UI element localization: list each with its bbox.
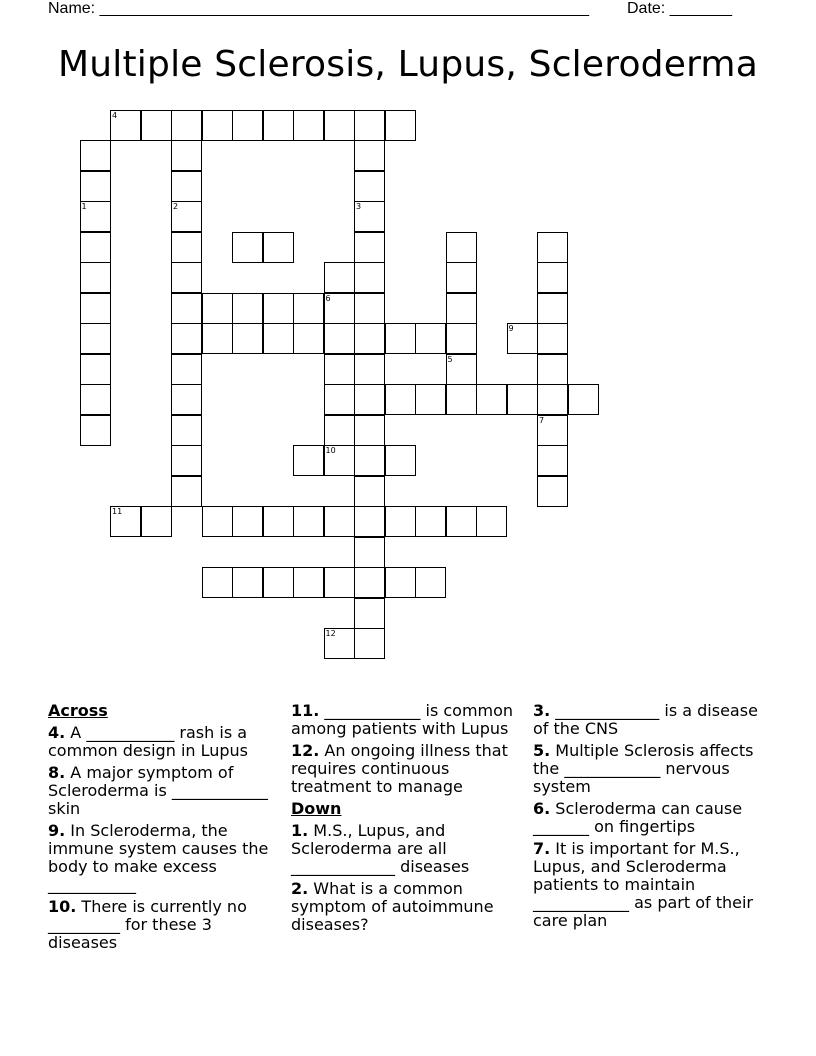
grid-cell[interactable]	[202, 567, 233, 598]
grid-cell[interactable]	[80, 354, 111, 385]
clue-item	[533, 840, 773, 930]
grid-cell[interactable]	[171, 445, 202, 476]
grid-cell[interactable]	[354, 415, 385, 446]
grid-cell[interactable]	[446, 506, 477, 537]
grid-cell[interactable]	[171, 171, 202, 202]
clue-number-label: 10.	[48, 897, 77, 916]
grid-cell[interactable]	[324, 354, 355, 385]
grid-cell[interactable]	[80, 262, 111, 293]
grid-cell[interactable]	[263, 293, 294, 324]
grid-cell[interactable]	[171, 323, 202, 354]
down-heading: Down	[291, 799, 342, 818]
clue-text: There is currently no _________ for these 3 diseases	[48, 897, 247, 952]
grid-cell[interactable]	[415, 567, 446, 598]
grid-cell[interactable]	[446, 262, 477, 293]
grid-cell[interactable]	[537, 384, 568, 415]
grid-cell[interactable]	[263, 567, 294, 598]
clue-item	[291, 822, 523, 876]
grid-cell[interactable]	[324, 567, 355, 598]
grid-cell[interactable]	[446, 354, 477, 385]
across-heading: Across	[48, 701, 108, 720]
grid-cell[interactable]	[293, 445, 324, 476]
grid-cell[interactable]	[80, 384, 111, 415]
clue-number-label: 3.	[533, 701, 551, 720]
clues-column-1	[48, 702, 278, 956]
grid-cell[interactable]	[354, 506, 385, 537]
grid-cell[interactable]	[324, 445, 355, 476]
grid-cell[interactable]	[354, 323, 385, 354]
clue-text: _____________ is a disease of the CNS	[533, 701, 758, 738]
grid-cell[interactable]	[171, 262, 202, 293]
grid-cell[interactable]	[80, 201, 111, 232]
clue-number-label: 8.	[48, 763, 66, 782]
grid-cell[interactable]	[202, 323, 233, 354]
across-clue-list	[48, 724, 278, 952]
grid-cell[interactable]	[324, 415, 355, 446]
clues-column-2	[291, 702, 523, 938]
grid-cell[interactable]	[324, 110, 355, 141]
grid-cell[interactable]	[324, 384, 355, 415]
grid-cell[interactable]	[446, 293, 477, 324]
clue-number-label: 9.	[48, 821, 66, 840]
clues-column-3	[533, 702, 773, 934]
clue-text: A major symptom of Scleroderma is ____________ skin	[48, 763, 268, 818]
clue-number: 12	[325, 629, 336, 638]
grid-cell[interactable]	[293, 293, 324, 324]
clue-item	[48, 764, 278, 818]
clue-text: Scleroderma can cause _______ on fingertips	[533, 799, 743, 836]
grid-cell[interactable]	[263, 232, 294, 263]
clue-number-label: 12.	[291, 741, 320, 760]
name-field-line: Name: _______________________________________________________	[48, 0, 589, 17]
clue-number: 11	[112, 507, 123, 516]
grid-cell[interactable]	[354, 232, 385, 263]
grid-cell[interactable]	[80, 140, 111, 171]
clue-item	[48, 724, 278, 760]
clue-number-label: 6.	[533, 799, 551, 818]
grid-cell[interactable]	[293, 506, 324, 537]
grid-cell[interactable]	[354, 567, 385, 598]
grid-cell[interactable]	[171, 415, 202, 446]
puzzle-title: Multiple Sclerosis, Lupus, Scleroderma	[58, 44, 758, 85]
grid-cell[interactable]	[324, 628, 355, 659]
grid-cell[interactable]	[324, 323, 355, 354]
grid-cell[interactable]	[171, 476, 202, 507]
grid-cell[interactable]	[171, 110, 202, 141]
clue-number: 5	[447, 354, 453, 364]
clue-number: 3	[356, 202, 362, 211]
grid-cell[interactable]	[507, 323, 538, 354]
grid-cell[interactable]	[507, 384, 538, 415]
grid-cell[interactable]	[537, 323, 568, 354]
grid-cell[interactable]	[324, 293, 355, 324]
grid-cell[interactable]	[354, 445, 385, 476]
grid-cell[interactable]	[385, 384, 416, 415]
grid-cell[interactable]	[263, 323, 294, 354]
clue-item	[48, 822, 278, 894]
grid-cell[interactable]	[354, 171, 385, 202]
clue-text: An ongoing illness that requires continuous treatment to manage	[291, 741, 508, 796]
grid-cell[interactable]	[293, 567, 324, 598]
grid-cell[interactable]	[171, 293, 202, 324]
grid-cell[interactable]	[263, 110, 294, 141]
clue-text: M.S., Lupus, and Scleroderma are all _____________ diseases	[291, 821, 470, 876]
grid-cell[interactable]	[171, 354, 202, 385]
grid-cell[interactable]	[385, 110, 416, 141]
grid-cell[interactable]	[446, 232, 477, 263]
grid-cell[interactable]	[80, 293, 111, 324]
grid-cell[interactable]	[232, 110, 263, 141]
grid-cell[interactable]	[141, 110, 172, 141]
grid-cell[interactable]	[537, 415, 568, 446]
grid-cell[interactable]	[110, 110, 141, 141]
date-field-line: Date: _______	[627, 0, 732, 17]
grid-cell[interactable]	[568, 384, 599, 415]
grid-cell[interactable]	[232, 567, 263, 598]
grid-cell[interactable]	[385, 567, 416, 598]
grid-cell[interactable]	[232, 506, 263, 537]
grid-cell[interactable]	[415, 384, 446, 415]
clue-text: In Scleroderma, the immune system causes the body to make excess ___________	[48, 821, 269, 894]
grid-cell[interactable]	[354, 537, 385, 568]
grid-cell[interactable]	[171, 201, 202, 232]
clue-number-label: 2.	[291, 879, 309, 898]
grid-cell[interactable]	[415, 506, 446, 537]
clue-item	[291, 702, 523, 738]
grid-cell[interactable]	[354, 384, 385, 415]
grid-cell[interactable]	[80, 323, 111, 354]
grid-cell[interactable]	[354, 628, 385, 659]
grid-cell[interactable]	[324, 262, 355, 293]
grid-cell[interactable]	[202, 110, 233, 141]
clue-item	[291, 742, 523, 796]
grid-cell[interactable]	[263, 506, 294, 537]
grid-cell[interactable]	[171, 232, 202, 263]
clue-item	[533, 742, 773, 796]
grid-cell[interactable]	[232, 232, 263, 263]
clue-number-label: 5.	[533, 741, 551, 760]
grid-cell[interactable]	[385, 445, 416, 476]
clue-number: 7	[539, 415, 545, 425]
grid-cell[interactable]	[171, 140, 202, 171]
grid-cell[interactable]	[354, 201, 385, 232]
grid-cell[interactable]	[385, 323, 416, 354]
grid-cell[interactable]	[232, 293, 263, 324]
grid-cell[interactable]	[446, 323, 477, 354]
grid-cell[interactable]	[354, 598, 385, 629]
grid-cell[interactable]	[537, 262, 568, 293]
clue-number: 10	[325, 446, 336, 455]
across-clue-list-continued	[291, 702, 523, 796]
grid-cell[interactable]	[537, 232, 568, 263]
grid-cell[interactable]	[80, 415, 111, 446]
grid-cell[interactable]	[80, 232, 111, 263]
grid-cell[interactable]	[293, 323, 324, 354]
clue-number: 6	[325, 293, 331, 303]
grid-cell[interactable]	[446, 384, 477, 415]
clue-number-label: 7.	[533, 839, 551, 858]
clue-number-label: 1.	[291, 821, 309, 840]
grid-cell[interactable]	[202, 506, 233, 537]
clue-item	[533, 800, 773, 836]
grid-cell[interactable]	[171, 384, 202, 415]
clue-number: 4	[112, 110, 118, 120]
grid-cell[interactable]	[202, 293, 233, 324]
clue-number: 1	[81, 202, 87, 211]
grid-cell[interactable]	[354, 262, 385, 293]
clue-number-label: 4.	[48, 723, 66, 742]
grid-cell[interactable]	[293, 110, 324, 141]
clue-item	[291, 880, 523, 934]
grid-cell[interactable]	[324, 506, 355, 537]
clue-text: A ___________ rash is a common design in Lupus	[48, 723, 249, 760]
grid-cell[interactable]	[537, 354, 568, 385]
grid-cell[interactable]	[232, 323, 263, 354]
grid-cell[interactable]	[537, 445, 568, 476]
clue-number-label: 11.	[291, 701, 320, 720]
clue-item	[48, 898, 278, 952]
grid-cell[interactable]	[354, 354, 385, 385]
clue-number: 2	[173, 202, 179, 211]
grid-cell[interactable]	[415, 323, 446, 354]
grid-cell[interactable]	[385, 506, 416, 537]
clue-item	[533, 702, 773, 738]
grid-cell[interactable]	[354, 293, 385, 324]
grid-cell[interactable]	[476, 384, 507, 415]
clue-text: ____________ is common among patients with Lupus	[291, 701, 514, 738]
clue-text: What is a common symptom of autoimmune diseases?	[291, 879, 494, 934]
grid-cell[interactable]	[537, 293, 568, 324]
grid-cell[interactable]	[80, 171, 111, 202]
clue-text: It is important for M.S., Lupus, and Scleroderma patients to maintain ____________ as part of their care plan	[533, 839, 753, 930]
grid-cell[interactable]	[354, 140, 385, 171]
grid-cell[interactable]	[354, 110, 385, 141]
grid-cell[interactable]	[354, 476, 385, 507]
grid-cell[interactable]	[141, 506, 172, 537]
grid-cell[interactable]	[537, 476, 568, 507]
down-clue-list-continued	[533, 702, 773, 930]
down-clue-list	[291, 822, 523, 934]
grid-cell[interactable]	[476, 506, 507, 537]
clue-number: 9	[508, 324, 514, 333]
clue-text: Multiple Sclerosis affects the ____________ nervous system	[533, 741, 754, 796]
grid-cell[interactable]	[110, 506, 141, 537]
